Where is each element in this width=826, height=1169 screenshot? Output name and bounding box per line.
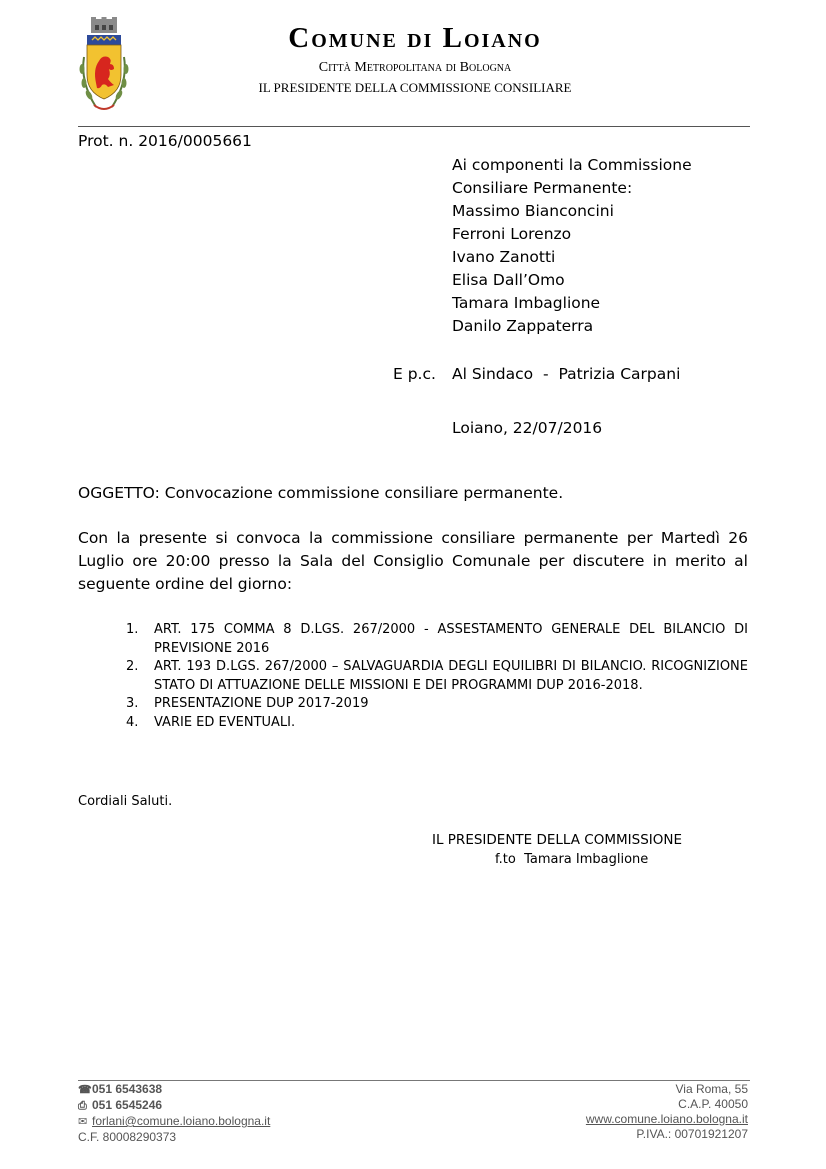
municipal-crest-logo [78,17,130,117]
agenda-text: ART. 175 COMMA 8 D.LGS. 267/2000 - ASSESTAMENTO GENERALE DEL BILANCIO DI PREVISIONE 2016 [154,622,748,656]
recipient-line: Consiliare Permanente: [452,179,633,197]
protocol-number: Prot. n. 2016/0005661 [78,132,252,150]
postal-code: C.A.P. 40050 [678,1097,748,1111]
agenda-text: PRESENTAZIONE DUP 2017-2019 [154,696,369,711]
recipient-line: Elisa Dall’Omo [452,271,565,289]
closing-greeting: Cordiali Saluti. [78,794,173,809]
footer-contacts [78,1082,270,1145]
letter-date: Loiano, 22/07/2016 [452,419,603,437]
fax-icon: ⎙ [78,1100,87,1112]
footer-fax [78,1098,270,1114]
agenda-number: 3. [126,696,139,711]
agenda-item [126,658,748,695]
footer-email [78,1114,270,1130]
agenda-item [126,621,748,658]
footer-address [586,1082,748,1142]
footer-phone [78,1082,270,1098]
website-link[interactable]: www.comune.loiano.bologna.it [585,1112,748,1126]
signature-name: f.to Tamara Imbaglione [495,852,649,867]
cc-recipient: Al Sindaco - Patrizia Carpani [452,365,681,383]
office-subtitle: IL PRESIDENTE DELLA COMMISSIONE CONSILIARE [258,80,572,95]
agenda-list [126,621,748,732]
recipient-line: Tamara Imbaglione [452,294,601,312]
vat-number: P.IVA.: 00701921207 [636,1127,748,1141]
recipient-line: Ai componenti la Commissione [452,156,692,174]
signature-title: IL PRESIDENTE DELLA COMMISSIONE [432,832,682,848]
header-divider [78,126,750,127]
phone-number: 051 6543638 [92,1082,163,1096]
letter-subject: OGGETTO: Convocazione commissione consiliare permanente. [78,484,564,502]
agenda-number: 4. [126,714,139,730]
phone-icon: ☎ [78,1084,92,1096]
agenda-number: 2. [126,659,139,674]
footer-divider [78,1080,750,1081]
recipient-line: Massimo Bianconcini [452,202,614,220]
email-icon: ✉ [78,1116,88,1128]
recipient-line: Ferroni Lorenzo [452,225,572,243]
municipality-subtitle: Città Metropolitana di Bologna [318,60,512,75]
cc-label: E p.c. [393,365,436,383]
municipality-title: Comune di Loiano [288,22,542,54]
recipients-block [452,154,692,338]
agenda-number: 1. [126,622,139,637]
agenda-text: VARIE ED EVENTUALI. [154,714,296,730]
recipient-line: Ivano Zanotti [452,248,556,266]
recipient-line: Danilo Zappaterra [452,317,594,335]
email-link[interactable]: forlani@comune.loiano.bologna.it [92,1114,271,1128]
body-paragraph: Con la presente si convoca la commissione consiliare permanente per Martedì 26 Luglio ore 20:00 presso la Sala del Consiglio Comunale per discutere in merito al seguente ordine del giorno: [78,529,748,593]
agenda-item [126,714,748,733]
street-address: Via Roma, 55 [675,1082,748,1096]
fax-number: 051 6545246 [92,1098,163,1112]
agenda-item [126,695,748,714]
fiscal-code: C.F. 80008290373 [78,1130,177,1144]
agenda-text: ART. 193 D.LGS. 267/2000 – SALVAGUARDIA DEGLI EQUILIBRI DI BILANCIO. RICOGNIZIONE STATO DI ATTUAZIONE DELLE MISSIONI E DEI PROGRAMMI DUP 2016-2018. [154,659,748,693]
